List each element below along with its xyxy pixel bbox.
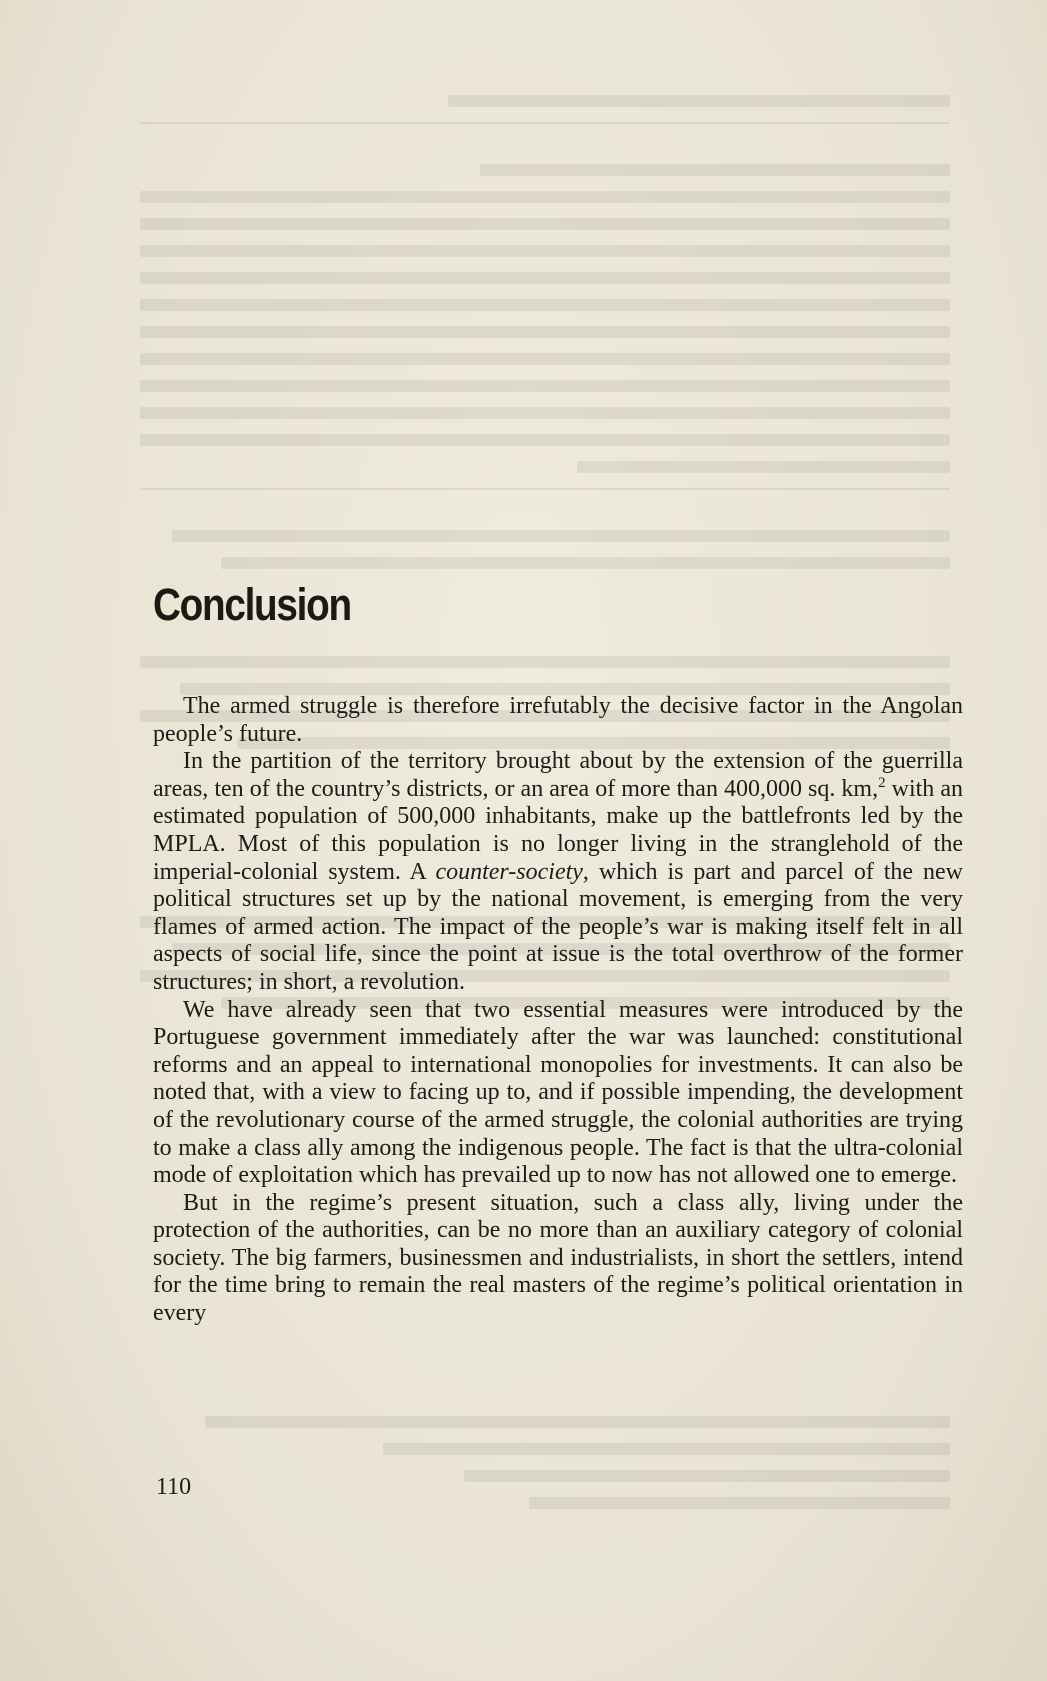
paragraph-text: But in the regime’s present situation, such a class ally, living under the protection of the authorities, can be no more than an auxiliary category of colonial society. The big farmers, businessmen and industrialists, in short the settlers, intend for the time bring to remain the real masters of the regime’s political orientation in every — [153, 1189, 963, 1327]
italic-term: counter-society — [435, 858, 583, 885]
paragraph — [153, 997, 963, 1190]
paragraph — [153, 693, 963, 748]
paragraph-text: with an estimated population of 500,000 inhabitants, make up the battlefronts led by the MPLA. Most of this population is no longer living in the stranglehold of the imperial-colonial system. A — [153, 775, 964, 885]
paragraph-text: , which is part and parcel of the new political structures set up by the national movement, is emerging from the very flames of armed action. The impact of the people’s war is making itself felt in all aspects of social life, since the point at issue is the total overthrow of the former structures; in short, a revolution. — [153, 858, 963, 995]
paragraph — [153, 748, 963, 996]
page-number: 110 — [156, 1474, 192, 1500]
footnote-marker: 2 — [878, 774, 886, 791]
body-text — [153, 693, 963, 1328]
paragraph-text: The armed struggle is therefore irrefutably the decisive factor in the Angolan people’s future. — [153, 693, 963, 747]
paragraph-text: In the partition of the territory brought about by the extension of the guerrilla areas, ten of the country’s districts, or an area of more than 400,000 sq. km, — [153, 748, 963, 802]
paragraph-text: We have already seen that two essential measures were introduced by the Portuguese government immediately after the war was launched: constitutional reforms and an appeal to international monopolies for investments. It can also be noted that, with a view to facing up to, and if possible impending, the development of the revolutionary course of the armed struggle, the colonial authorities are trying to make a class ally among the indigenous people. The fact is that the ultra-colonial mode of exploitation which has prevailed up to now has not allowed one to emerge. — [153, 996, 963, 1189]
section-heading: Conclusion — [153, 579, 351, 630]
paragraph — [153, 1190, 963, 1328]
